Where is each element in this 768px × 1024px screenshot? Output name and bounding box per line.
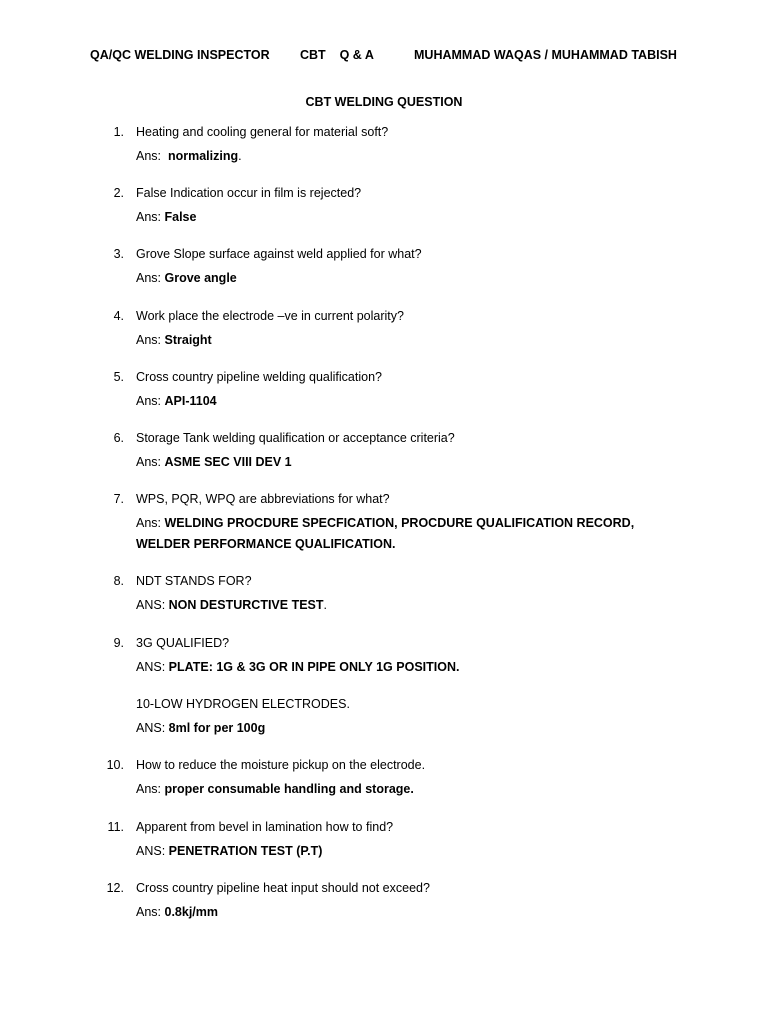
answer-label: Ans: bbox=[136, 394, 165, 408]
answer-label: Ans: bbox=[136, 455, 165, 469]
answer-suffix: . bbox=[323, 598, 328, 612]
answer-line bbox=[136, 268, 237, 289]
page-header bbox=[0, 48, 768, 66]
question-text: Cross country pipeline heat input should not exceed? bbox=[136, 881, 430, 895]
answer-text: normalizing bbox=[167, 149, 239, 163]
answer-text: ASME SEC VIII DEV 1 bbox=[164, 455, 292, 469]
question-number: 9. bbox=[113, 636, 124, 650]
question-number: 7. bbox=[113, 492, 124, 506]
question-number: 10. bbox=[106, 758, 124, 772]
answer-line bbox=[136, 718, 265, 739]
answer-text: Grove angle bbox=[164, 271, 237, 285]
question-number: 5. bbox=[113, 370, 124, 384]
answer-label: Ans: bbox=[136, 782, 165, 796]
document-title: CBT WELDING QUESTION bbox=[305, 95, 463, 109]
question-number: 6. bbox=[113, 431, 124, 445]
answer-text-continued: WELDER PERFORMANCE QUALIFICATION. bbox=[136, 537, 396, 551]
answer-label: Ans: bbox=[136, 149, 168, 163]
question-text: Storage Tank welding qualification or acceptance criteria? bbox=[136, 431, 455, 445]
answer-line bbox=[136, 779, 414, 800]
answer-label: ANS: bbox=[136, 660, 169, 674]
question-text: WPS, PQR, WPQ are abbreviations for what? bbox=[136, 492, 390, 506]
question-number: 1. bbox=[113, 125, 124, 139]
question-text: NDT STANDS FOR? bbox=[136, 574, 252, 588]
answer-label: Ans: bbox=[136, 516, 165, 530]
answer-line bbox=[136, 513, 634, 555]
answer-text: proper consumable handling and storage. bbox=[164, 782, 414, 796]
header-left-title: QA/QC WELDING INSPECTOR bbox=[90, 48, 270, 62]
question-text: Cross country pipeline welding qualification? bbox=[136, 370, 382, 384]
answer-text: 0.8kj/mm bbox=[164, 905, 219, 919]
answer-text: PLATE: 1G & 3G OR IN PIPE ONLY 1G POSITION. bbox=[168, 660, 460, 674]
answer-text: WELDING PROCDURE SPECFICATION, PROCDURE QUALIFICATION RECORD, bbox=[164, 516, 635, 530]
question-number: 2. bbox=[113, 186, 124, 200]
question-number: 3. bbox=[113, 247, 124, 261]
question-text: Work place the electrode –ve in current polarity? bbox=[136, 309, 404, 323]
question-text: 10-LOW HYDROGEN ELECTRODES. bbox=[136, 697, 350, 711]
answer-line bbox=[136, 657, 459, 678]
answer-line bbox=[136, 595, 327, 616]
answer-text: False bbox=[164, 210, 197, 224]
answer-label: ANS: bbox=[136, 598, 169, 612]
answer-line bbox=[136, 902, 218, 923]
answer-line bbox=[136, 146, 242, 167]
question-text: 3G QUALIFIED? bbox=[136, 636, 230, 650]
question-text: Grove Slope surface against weld applied for what? bbox=[136, 247, 422, 261]
answer-text: Straight bbox=[164, 333, 212, 347]
answer-label: Ans: bbox=[136, 210, 165, 224]
question-number: 11. bbox=[107, 820, 124, 834]
answer-line bbox=[136, 841, 322, 862]
answer-line bbox=[136, 452, 292, 473]
answer-label: Ans: bbox=[136, 905, 165, 919]
question-number: 8. bbox=[113, 574, 124, 588]
answer-label: ANS: bbox=[136, 721, 169, 735]
header-middle-title: CBT Q & A bbox=[300, 48, 374, 62]
answer-line bbox=[136, 391, 217, 412]
answer-text: PENETRATION TEST (P.T) bbox=[168, 844, 323, 858]
question-text: Apparent from bevel in lamination how to find? bbox=[136, 820, 394, 834]
question-text: How to reduce the moisture pickup on the electrode. bbox=[136, 758, 426, 772]
answer-label: Ans: bbox=[136, 271, 165, 285]
question-number: 4. bbox=[113, 309, 124, 323]
answer-suffix: . bbox=[238, 149, 242, 163]
answer-line bbox=[136, 207, 196, 228]
header-authors: MUHAMMAD WAQAS / MUHAMMAD TABISH bbox=[414, 48, 677, 62]
question-text: False Indication occur in film is rejected? bbox=[136, 186, 362, 200]
question-number: 12. bbox=[106, 881, 124, 895]
answer-line bbox=[136, 330, 212, 351]
answer-label: Ans: bbox=[136, 333, 165, 347]
answer-text: NON DESTURCTIVE TEST bbox=[168, 598, 324, 612]
answer-label: ANS: bbox=[136, 844, 169, 858]
answer-text: API-1104 bbox=[164, 394, 217, 408]
question-text: Heating and cooling general for material soft? bbox=[136, 125, 389, 139]
answer-text: 8ml for per 100g bbox=[168, 721, 266, 735]
